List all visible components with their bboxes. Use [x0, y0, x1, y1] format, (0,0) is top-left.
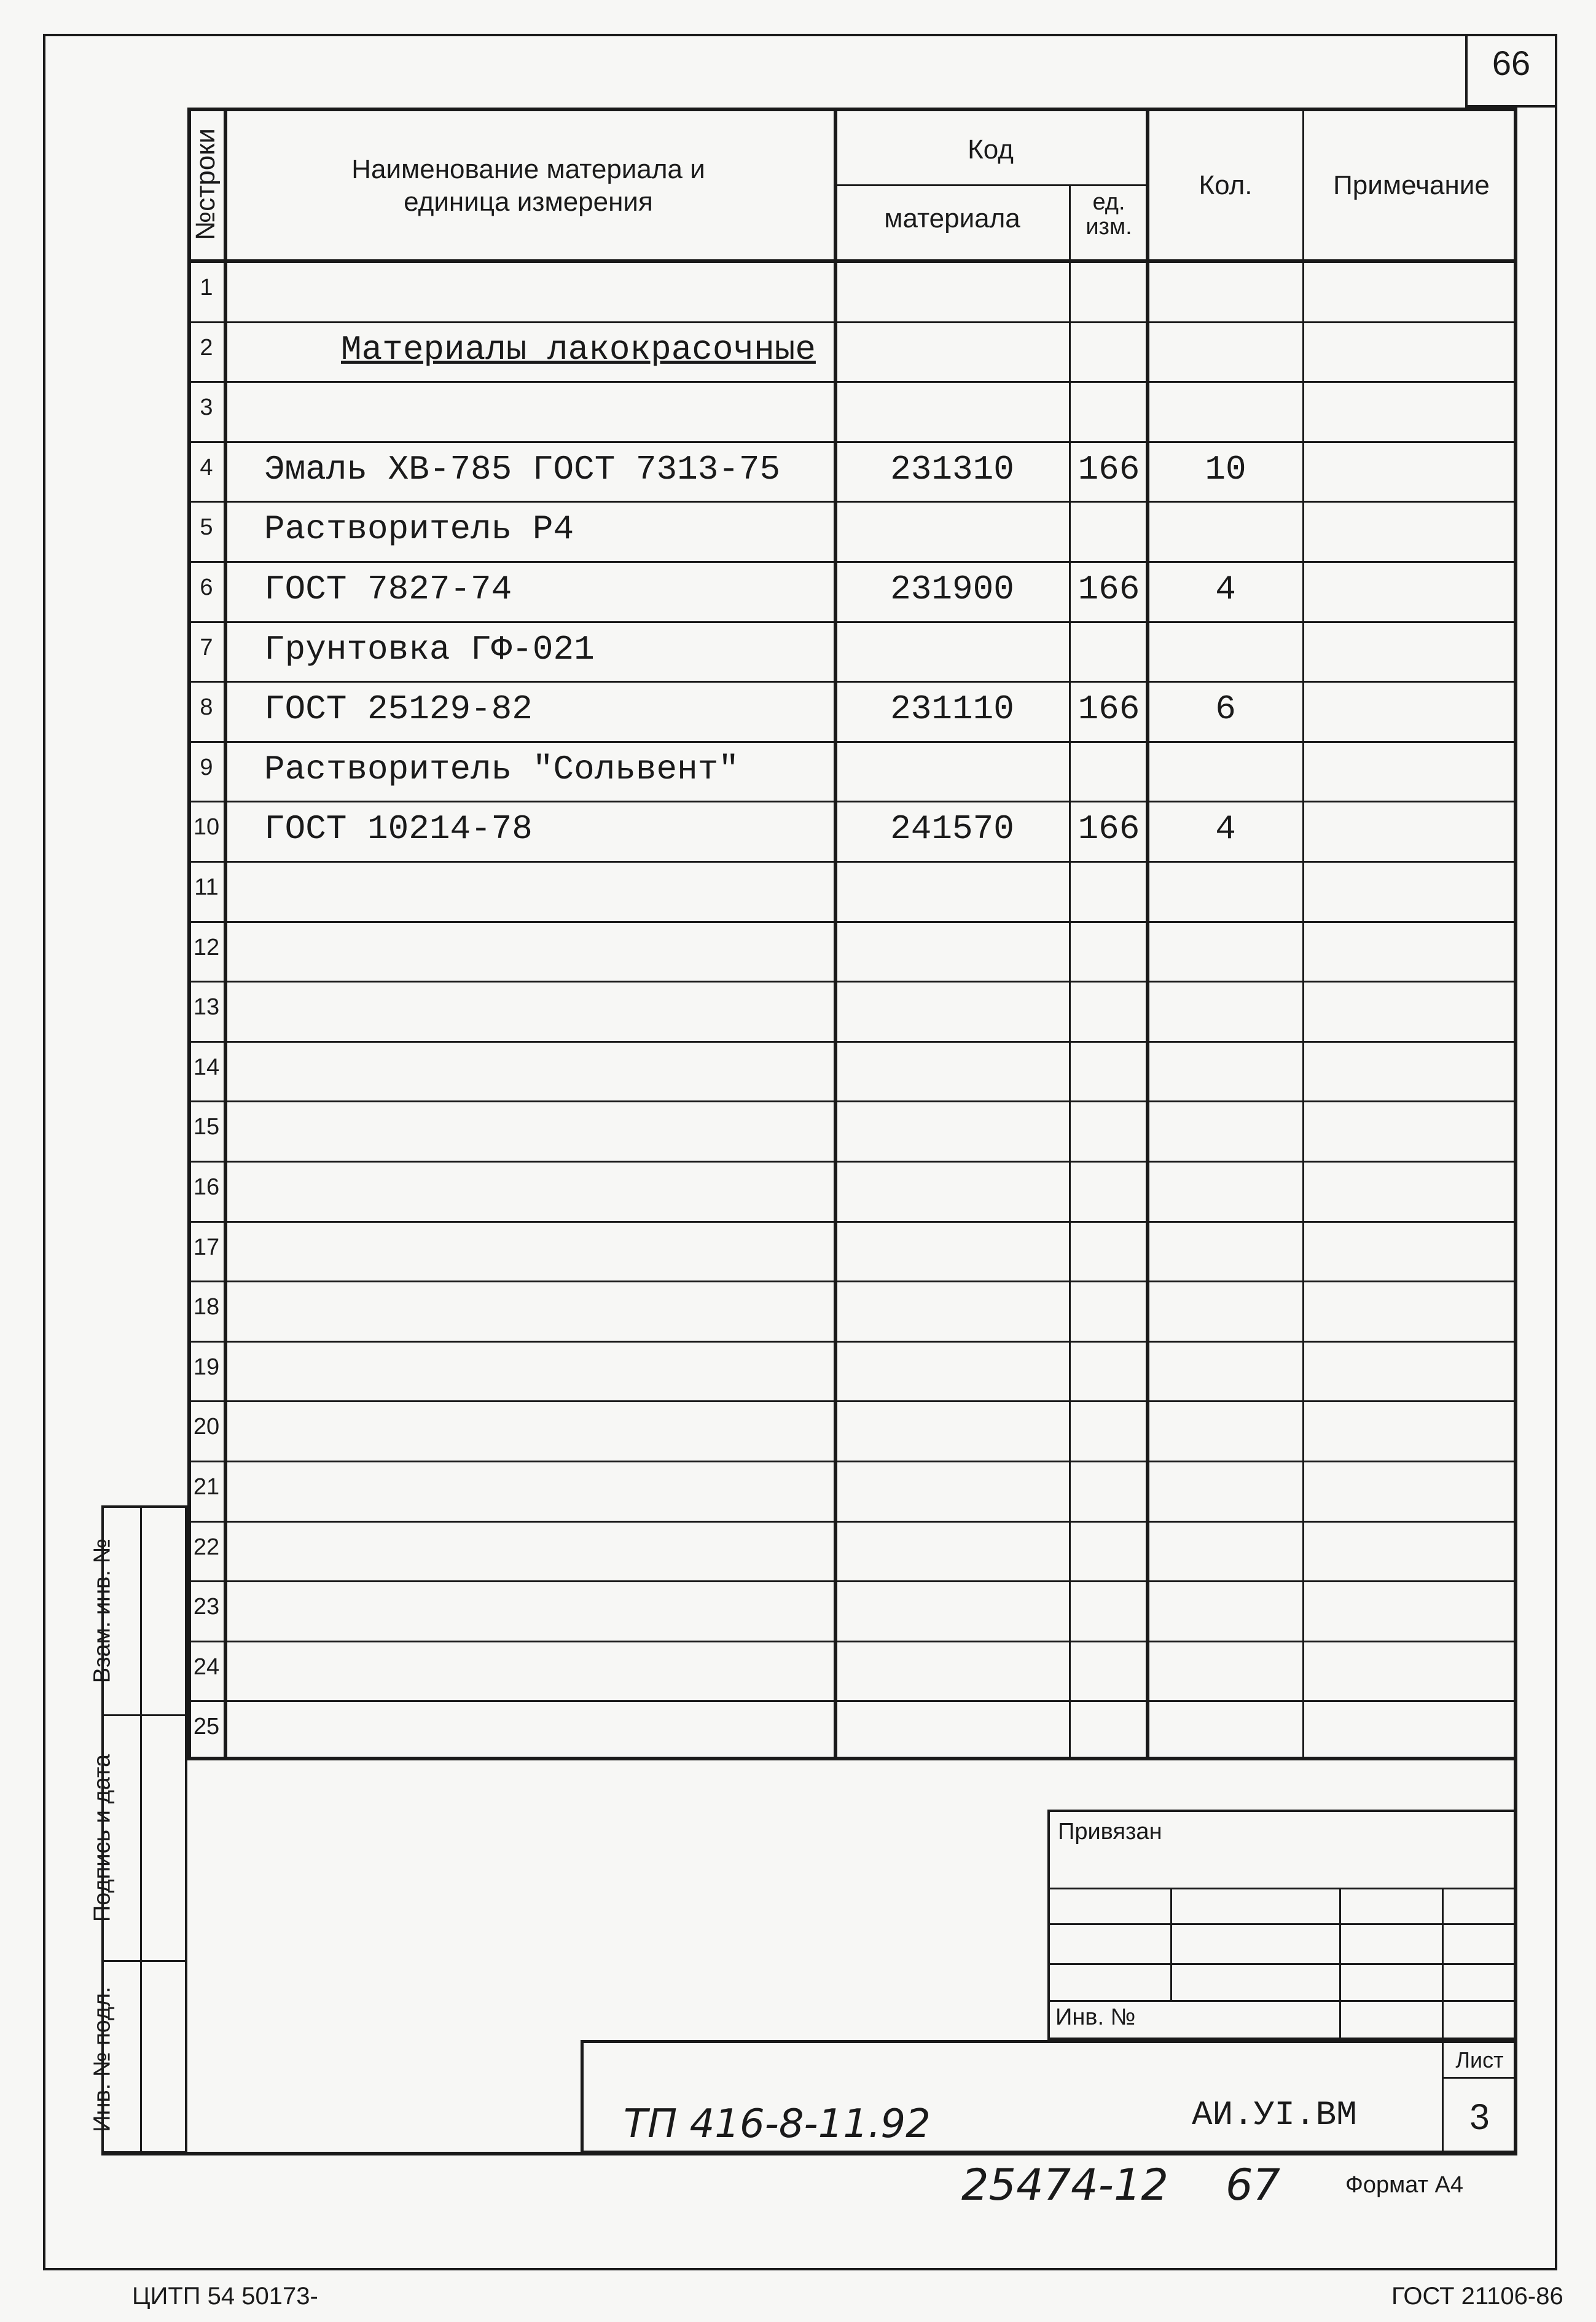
row-line [187, 741, 1517, 743]
row-number: 14 [193, 1054, 220, 1080]
code-split-line [835, 184, 1146, 186]
cell-unit: 166 [1078, 449, 1140, 489]
row-line [187, 681, 1517, 683]
side-label-podpis: Подпись и дата [89, 1754, 115, 1923]
side-strip-div2 [101, 1960, 187, 1962]
row-line [187, 1341, 1517, 1343]
row-number: 22 [193, 1534, 220, 1560]
row-line [187, 501, 1517, 503]
header-unit: ед. изм. [1086, 189, 1132, 240]
row-number: 10 [193, 814, 220, 841]
row-number: 11 [194, 874, 219, 900]
row-number: 19 [193, 1354, 220, 1380]
cell-name: Эмаль ХВ-785 ГОСТ 7313-75 [264, 449, 781, 489]
cell-name: ГОСТ 25129-82 [264, 689, 533, 729]
privyazan-grid-v1 [1170, 1888, 1172, 2001]
row-number: 15 [193, 1114, 220, 1140]
row-number: 5 [200, 514, 213, 541]
row-number: 20 [193, 1414, 220, 1440]
row-line [187, 1700, 1517, 1702]
cell-unit: 166 [1078, 570, 1140, 609]
row-line [187, 1641, 1517, 1642]
row-line [187, 441, 1517, 443]
row-number: 17 [193, 1234, 220, 1260]
row-line [187, 861, 1517, 863]
cell-unit: 166 [1078, 809, 1140, 849]
footer-number: 67 [1226, 2160, 1281, 2210]
col-line-unit [1146, 108, 1149, 1760]
title-block-sheet-split [1442, 2077, 1517, 2079]
row-line [187, 621, 1517, 623]
cell-name: Растворитель Р4 [264, 509, 574, 549]
cell-code: 241570 [890, 809, 1014, 849]
page-number: 66 [1492, 44, 1531, 82]
side-label-inv-podl: Инв. № подл. [89, 1987, 115, 2132]
row-line [187, 381, 1517, 383]
row-line [187, 1100, 1517, 1102]
footer-bottom-left: ЦИТП 54 50173- [132, 2283, 318, 2310]
row-number: 13 [193, 994, 220, 1021]
row-line [187, 981, 1517, 983]
privyazan-grid-h3 [1047, 1963, 1517, 1965]
row-number: 12 [193, 934, 220, 960]
row-number: 21 [193, 1474, 220, 1500]
row-line [187, 1221, 1517, 1223]
side-label-vzam: Взам. инв. № [89, 1538, 115, 1684]
row-line [187, 1461, 1517, 1462]
inv-no-label: Инв. № [1055, 2004, 1136, 2030]
row-line [187, 321, 1517, 323]
cell-qty: 4 [1215, 809, 1236, 849]
row-number: 18 [193, 1294, 220, 1320]
row-number: 8 [200, 694, 213, 721]
cell-code: 231900 [890, 570, 1014, 609]
cell-name: ГОСТ 10214-78 [264, 809, 533, 849]
row-line [187, 1281, 1517, 1282]
header-bottom-line [187, 259, 1517, 263]
cell-qty: 6 [1215, 689, 1236, 729]
header-row-no: №строки [190, 128, 221, 241]
privyazan-grid-h1 [1047, 1888, 1517, 1889]
document-mark: АИ.УI.ВМ [1192, 2095, 1357, 2135]
row-number: 23 [193, 1594, 220, 1620]
privyazan-grid-v2 [1339, 1888, 1341, 2041]
cell-name: Растворитель "Сольвент" [264, 749, 739, 789]
cell-name: Материалы лакокрасочные [341, 329, 816, 369]
col-line-rownum [224, 108, 227, 1760]
row-number: 24 [193, 1653, 220, 1680]
row-line [187, 1400, 1517, 1402]
cell-qty: 10 [1205, 449, 1246, 489]
col-line-material [1069, 184, 1071, 1760]
header-note: Примечание [1333, 170, 1490, 200]
footer-bottom-right: ГОСТ 21106-86 [1391, 2283, 1563, 2310]
header-qty: Кол. [1199, 170, 1253, 200]
row-number: 1 [200, 275, 213, 300]
privyazan-grid-h4 [1047, 2000, 1517, 2002]
cell-unit: 166 [1078, 689, 1140, 729]
col-line-qty [1302, 108, 1304, 1760]
privyazan-grid-h2 [1047, 1923, 1517, 1925]
sheet-label: Лист [1455, 2047, 1504, 2073]
row-line [187, 1161, 1517, 1163]
header-code: Код [968, 135, 1014, 165]
row-line [187, 561, 1517, 563]
cell-qty: 4 [1215, 570, 1236, 609]
row-line [187, 801, 1517, 802]
row-line [187, 1041, 1517, 1043]
header-material: материала [884, 203, 1020, 233]
row-number: 3 [200, 394, 213, 421]
side-strip-mid [140, 1505, 142, 2154]
cell-code: 231110 [890, 689, 1014, 729]
sheet-value: 3 [1469, 2097, 1490, 2137]
document-code: ТП 416-8-11.92 [624, 2101, 931, 2147]
footer-format: Формат А4 [1345, 2172, 1464, 2198]
footer-handwritten: 25474-12 [961, 2160, 1169, 2210]
privyazan-grid-v3 [1442, 1888, 1444, 2041]
row-number: 6 [200, 575, 213, 600]
row-number: 16 [193, 1174, 220, 1200]
row-line [187, 1521, 1517, 1523]
row-number: 2 [200, 334, 213, 361]
cell-name: ГОСТ 7827-74 [264, 570, 512, 609]
row-line [187, 1580, 1517, 1582]
header-name: Наименование материала и единица измерения [351, 154, 705, 217]
row-number: 7 [200, 634, 213, 661]
cell-name: Грунтовка ГФ-021 [264, 629, 595, 669]
row-number: 4 [200, 454, 213, 480]
row-number: 9 [200, 754, 213, 780]
cell-code: 231310 [890, 449, 1014, 489]
row-number: 25 [193, 1714, 220, 1740]
row-line [187, 921, 1517, 923]
privyazan-label: Привязан [1058, 1819, 1162, 1845]
